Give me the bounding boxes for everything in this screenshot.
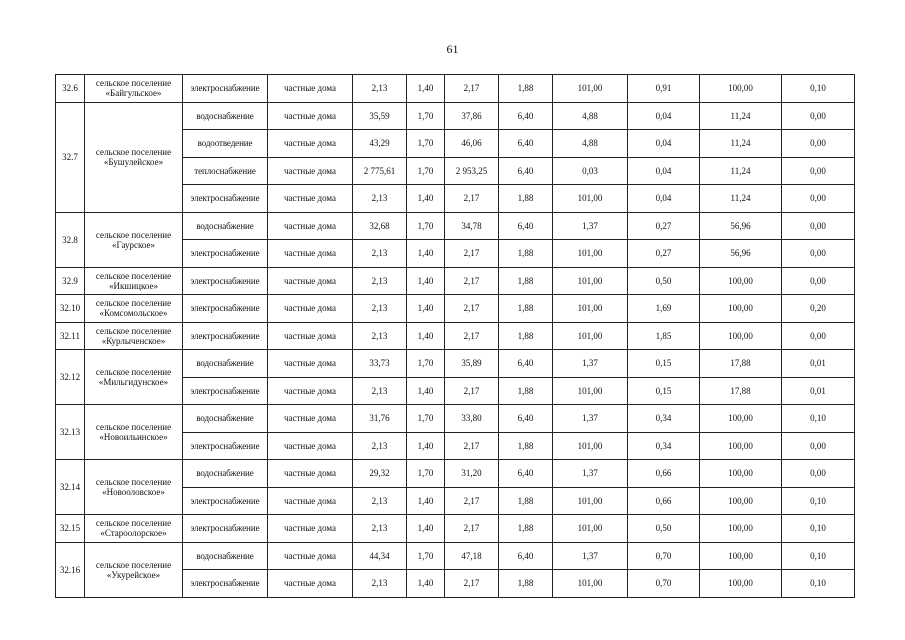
value-2-cell: 1,70: [407, 350, 445, 378]
value-3-cell: 34,78: [445, 212, 499, 240]
table-row: [56, 405, 855, 433]
service-cell: водоснабжение: [183, 102, 268, 130]
value-5-cell: 1,37: [553, 542, 628, 570]
value-1-cell: 2,13: [353, 75, 407, 103]
table-row: [56, 212, 855, 240]
row-number: 32.15: [56, 515, 85, 543]
value-8-cell: 0,00: [782, 460, 855, 488]
value-4-cell: 1,88: [499, 377, 553, 405]
value-2-cell: 1,40: [407, 240, 445, 268]
value-7-cell: 11,24: [700, 157, 782, 185]
service-cell: водоснабжение: [183, 212, 268, 240]
value-7-cell: 100,00: [700, 542, 782, 570]
value-4-cell: 1,88: [499, 432, 553, 460]
value-7-cell: 11,24: [700, 102, 782, 130]
value-6-cell: 0,04: [628, 185, 700, 213]
housing-type-cell: частные дома: [268, 130, 353, 158]
service-cell: электроснабжение: [183, 185, 268, 213]
value-7-cell: 100,00: [700, 487, 782, 515]
value-4-cell: 6,40: [499, 542, 553, 570]
housing-type-cell: частные дома: [268, 240, 353, 268]
value-5-cell: 1,37: [553, 405, 628, 433]
value-1-cell: 2,13: [353, 185, 407, 213]
value-5-cell: 1,37: [553, 350, 628, 378]
value-2-cell: 1,70: [407, 405, 445, 433]
value-3-cell: 2,17: [445, 322, 499, 350]
value-7-cell: 100,00: [700, 460, 782, 488]
value-8-cell: 0,10: [782, 405, 855, 433]
value-8-cell: 0,10: [782, 515, 855, 543]
settlement-name: сельское поселение «Байгульское»: [85, 75, 183, 103]
value-3-cell: 47,18: [445, 542, 499, 570]
value-5-cell: 101,00: [553, 295, 628, 323]
housing-type-cell: частные дома: [268, 75, 353, 103]
value-5-cell: 4,88: [553, 102, 628, 130]
settlement-name: сельское поселение «Мильгидунское»: [85, 350, 183, 405]
value-5-cell: 101,00: [553, 267, 628, 295]
value-2-cell: 1,70: [407, 212, 445, 240]
value-1-cell: 44,34: [353, 542, 407, 570]
value-8-cell: 0,10: [782, 542, 855, 570]
value-7-cell: 100,00: [700, 322, 782, 350]
value-7-cell: 56,96: [700, 212, 782, 240]
value-7-cell: 17,88: [700, 350, 782, 378]
value-6-cell: 0,34: [628, 405, 700, 433]
table-row: [56, 542, 855, 570]
page-number: 61: [446, 42, 459, 56]
housing-type-cell: частные дома: [268, 432, 353, 460]
value-2-cell: 1,70: [407, 102, 445, 130]
row-number: 32.7: [56, 102, 85, 212]
value-8-cell: 0,20: [782, 295, 855, 323]
housing-type-cell: частные дома: [268, 570, 353, 598]
value-2-cell: 1,40: [407, 432, 445, 460]
value-8-cell: 0,00: [782, 267, 855, 295]
value-4-cell: 6,40: [499, 130, 553, 158]
value-5-cell: 101,00: [553, 240, 628, 268]
value-3-cell: 2,17: [445, 570, 499, 598]
value-3-cell: 33,80: [445, 405, 499, 433]
value-4-cell: 1,88: [499, 75, 553, 103]
value-8-cell: 0,00: [782, 185, 855, 213]
value-4-cell: 6,40: [499, 157, 553, 185]
value-3-cell: 35,89: [445, 350, 499, 378]
tariff-table-body: [56, 75, 855, 598]
housing-type-cell: частные дома: [268, 542, 353, 570]
value-4-cell: 6,40: [499, 460, 553, 488]
value-3-cell: 37,86: [445, 102, 499, 130]
service-cell: электроснабжение: [183, 240, 268, 268]
value-6-cell: 0,50: [628, 515, 700, 543]
value-4-cell: 6,40: [499, 212, 553, 240]
value-7-cell: 100,00: [700, 515, 782, 543]
row-number: 32.13: [56, 405, 85, 460]
value-3-cell: 46,06: [445, 130, 499, 158]
value-6-cell: 0,15: [628, 377, 700, 405]
value-2-cell: 1,70: [407, 130, 445, 158]
table-row: [56, 102, 855, 130]
value-8-cell: 0,00: [782, 212, 855, 240]
value-5-cell: 101,00: [553, 322, 628, 350]
value-1-cell: 2,13: [353, 515, 407, 543]
value-8-cell: 0,00: [782, 157, 855, 185]
housing-type-cell: частные дома: [268, 515, 353, 543]
value-6-cell: 0,27: [628, 240, 700, 268]
value-2-cell: 1,40: [407, 267, 445, 295]
value-2-cell: 1,70: [407, 157, 445, 185]
housing-type-cell: частные дома: [268, 487, 353, 515]
value-8-cell: 0,10: [782, 570, 855, 598]
value-3-cell: 2,17: [445, 432, 499, 460]
row-number: 32.6: [56, 75, 85, 103]
value-4-cell: 6,40: [499, 350, 553, 378]
service-cell: электроснабжение: [183, 75, 268, 103]
settlement-name: сельское поселение «Гаурское»: [85, 212, 183, 267]
value-3-cell: 2,17: [445, 75, 499, 103]
value-1-cell: 2,13: [353, 432, 407, 460]
value-8-cell: 0,01: [782, 377, 855, 405]
value-2-cell: 1,70: [407, 460, 445, 488]
housing-type-cell: частные дома: [268, 102, 353, 130]
row-number: 32.9: [56, 267, 85, 295]
service-cell: водоотведение: [183, 130, 268, 158]
value-6-cell: 1,69: [628, 295, 700, 323]
value-6-cell: 0,34: [628, 432, 700, 460]
value-4-cell: 1,88: [499, 487, 553, 515]
value-4-cell: 6,40: [499, 102, 553, 130]
value-6-cell: 0,50: [628, 267, 700, 295]
settlement-name: сельское поселение «Бушулейское»: [85, 102, 183, 212]
value-8-cell: 0,00: [782, 102, 855, 130]
value-2-cell: 1,40: [407, 377, 445, 405]
value-2-cell: 1,40: [407, 322, 445, 350]
housing-type-cell: частные дома: [268, 295, 353, 323]
settlement-name: сельское поселение «Курлыченское»: [85, 322, 183, 350]
row-number: 32.16: [56, 542, 85, 597]
row-number: 32.10: [56, 295, 85, 323]
service-cell: электроснабжение: [183, 377, 268, 405]
service-cell: водоснабжение: [183, 405, 268, 433]
row-number: 32.12: [56, 350, 85, 405]
value-3-cell: 31,20: [445, 460, 499, 488]
value-7-cell: 11,24: [700, 130, 782, 158]
settlement-name: сельское поселение «Укурейское»: [85, 542, 183, 597]
value-3-cell: 2,17: [445, 295, 499, 323]
row-number: 32.14: [56, 460, 85, 515]
value-6-cell: 0,15: [628, 350, 700, 378]
value-6-cell: 0,04: [628, 130, 700, 158]
value-2-cell: 1,70: [407, 542, 445, 570]
value-7-cell: 100,00: [700, 405, 782, 433]
service-cell: электроснабжение: [183, 322, 268, 350]
value-6-cell: 0,04: [628, 157, 700, 185]
value-6-cell: 0,91: [628, 75, 700, 103]
value-1-cell: 2 775,61: [353, 157, 407, 185]
service-cell: электроснабжение: [183, 515, 268, 543]
value-7-cell: 100,00: [700, 570, 782, 598]
value-8-cell: 0,00: [782, 240, 855, 268]
value-2-cell: 1,40: [407, 75, 445, 103]
value-5-cell: 101,00: [553, 75, 628, 103]
service-cell: электроснабжение: [183, 487, 268, 515]
value-3-cell: 2,17: [445, 240, 499, 268]
value-4-cell: 1,88: [499, 240, 553, 268]
housing-type-cell: частные дома: [268, 157, 353, 185]
value-6-cell: 0,66: [628, 487, 700, 515]
value-1-cell: 2,13: [353, 570, 407, 598]
value-6-cell: 1,85: [628, 322, 700, 350]
table-row: [56, 295, 855, 323]
housing-type-cell: частные дома: [268, 350, 353, 378]
settlement-name: сельское поселение «Комсомольское»: [85, 295, 183, 323]
value-6-cell: 0,70: [628, 570, 700, 598]
value-5-cell: 0,03: [553, 157, 628, 185]
service-cell: водоснабжение: [183, 350, 268, 378]
value-7-cell: 100,00: [700, 432, 782, 460]
housing-type-cell: частные дома: [268, 377, 353, 405]
settlement-name: сельское поселение «Новоильинское»: [85, 405, 183, 460]
value-2-cell: 1,40: [407, 487, 445, 515]
value-4-cell: 1,88: [499, 295, 553, 323]
value-3-cell: 2,17: [445, 487, 499, 515]
housing-type-cell: частные дома: [268, 460, 353, 488]
value-7-cell: 100,00: [700, 295, 782, 323]
tariff-table: [55, 74, 855, 598]
value-3-cell: 2,17: [445, 515, 499, 543]
table-row: [56, 350, 855, 378]
housing-type-cell: частные дома: [268, 322, 353, 350]
value-6-cell: 0,27: [628, 212, 700, 240]
value-7-cell: 100,00: [700, 75, 782, 103]
value-1-cell: 43,29: [353, 130, 407, 158]
value-5-cell: 101,00: [553, 487, 628, 515]
value-5-cell: 101,00: [553, 570, 628, 598]
value-1-cell: 2,13: [353, 267, 407, 295]
value-5-cell: 1,37: [553, 212, 628, 240]
value-5-cell: 101,00: [553, 185, 628, 213]
value-8-cell: 0,00: [782, 432, 855, 460]
settlement-name: сельское поселение «Новооловское»: [85, 460, 183, 515]
value-8-cell: 0,00: [782, 130, 855, 158]
value-4-cell: 1,88: [499, 185, 553, 213]
value-2-cell: 1,40: [407, 570, 445, 598]
service-cell: электроснабжение: [183, 570, 268, 598]
value-1-cell: 29,32: [353, 460, 407, 488]
value-1-cell: 2,13: [353, 377, 407, 405]
value-3-cell: 2,17: [445, 377, 499, 405]
value-5-cell: 101,00: [553, 377, 628, 405]
table-row: [56, 267, 855, 295]
value-5-cell: 101,00: [553, 432, 628, 460]
table-row: [56, 515, 855, 543]
value-1-cell: 35,59: [353, 102, 407, 130]
value-8-cell: 0,10: [782, 487, 855, 515]
value-8-cell: 0,00: [782, 322, 855, 350]
value-5-cell: 4,88: [553, 130, 628, 158]
value-4-cell: 1,88: [499, 515, 553, 543]
value-5-cell: 101,00: [553, 515, 628, 543]
value-7-cell: 56,96: [700, 240, 782, 268]
service-cell: водоснабжение: [183, 542, 268, 570]
value-3-cell: 2,17: [445, 267, 499, 295]
value-3-cell: 2 953,25: [445, 157, 499, 185]
value-8-cell: 0,10: [782, 75, 855, 103]
housing-type-cell: частные дома: [268, 185, 353, 213]
value-7-cell: 17,88: [700, 377, 782, 405]
value-1-cell: 32,68: [353, 212, 407, 240]
value-5-cell: 1,37: [553, 460, 628, 488]
service-cell: электроснабжение: [183, 295, 268, 323]
value-1-cell: 31,76: [353, 405, 407, 433]
value-2-cell: 1,40: [407, 515, 445, 543]
housing-type-cell: частные дома: [268, 212, 353, 240]
service-cell: электроснабжение: [183, 432, 268, 460]
value-6-cell: 0,70: [628, 542, 700, 570]
table-row: [56, 322, 855, 350]
value-4-cell: 6,40: [499, 405, 553, 433]
settlement-name: сельское поселение «Икшицкое»: [85, 267, 183, 295]
service-cell: теплоснабжение: [183, 157, 268, 185]
housing-type-cell: частные дома: [268, 267, 353, 295]
value-2-cell: 1,40: [407, 185, 445, 213]
value-1-cell: 2,13: [353, 322, 407, 350]
value-1-cell: 33,73: [353, 350, 407, 378]
value-6-cell: 0,04: [628, 102, 700, 130]
value-1-cell: 2,13: [353, 487, 407, 515]
table-row: [56, 75, 855, 103]
value-2-cell: 1,40: [407, 295, 445, 323]
value-6-cell: 0,66: [628, 460, 700, 488]
value-4-cell: 1,88: [499, 267, 553, 295]
value-4-cell: 1,88: [499, 322, 553, 350]
value-4-cell: 1,88: [499, 570, 553, 598]
value-3-cell: 2,17: [445, 185, 499, 213]
service-cell: электроснабжение: [183, 267, 268, 295]
value-1-cell: 2,13: [353, 240, 407, 268]
row-number: 32.11: [56, 322, 85, 350]
service-cell: водоснабжение: [183, 460, 268, 488]
settlement-name: сельское поселение «Староолорское»: [85, 515, 183, 543]
housing-type-cell: частные дома: [268, 405, 353, 433]
row-number: 32.8: [56, 212, 85, 267]
value-7-cell: 100,00: [700, 267, 782, 295]
table-row: [56, 460, 855, 488]
value-7-cell: 11,24: [700, 185, 782, 213]
value-8-cell: 0,01: [782, 350, 855, 378]
value-1-cell: 2,13: [353, 295, 407, 323]
